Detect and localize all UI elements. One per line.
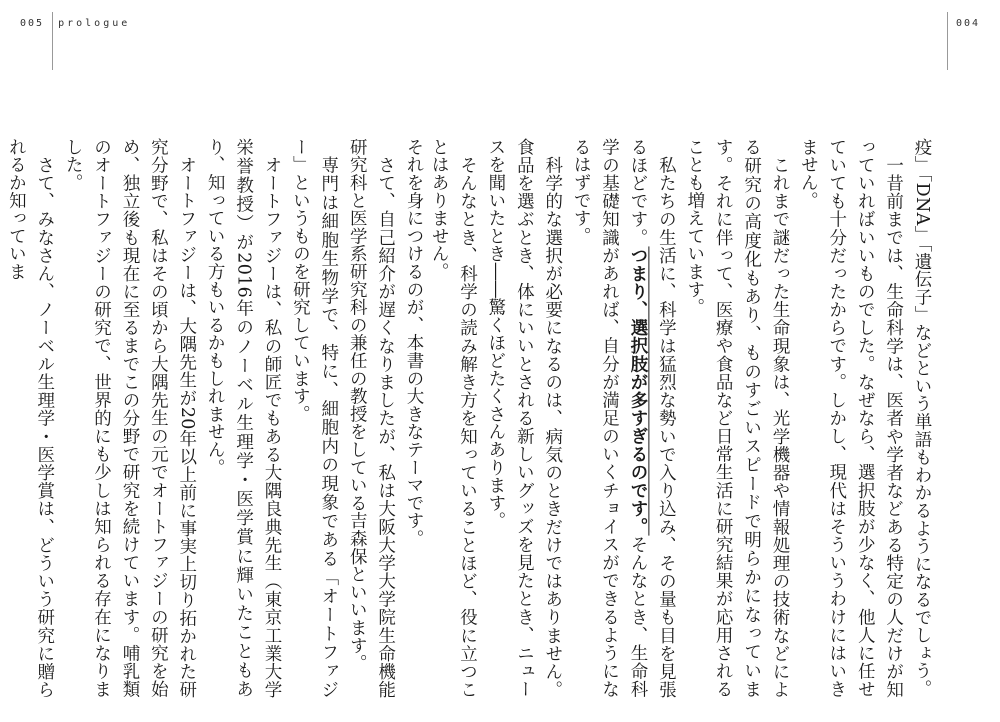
right-page-body [429,138,936,698]
paragraph: 専門は細胞生物学で、特に、細胞内の現象である「オートファジー」というものを研究しています。 [290,138,339,698]
left-header-divider [52,12,53,70]
right-page-header [956,18,980,29]
left-page-number: 005 [20,18,45,29]
paragraph: そんなとき、科学の読み解き方を知っていることほど、役に立つことはありません。 [429,138,478,698]
paragraph: オートファジーは、大隅先生が20年以上前に事実上切り拓かれた研究分野で、私はその頃から大隅先生の元でオートファジーの研究を始め、独立後も現在に至るまでこの分野で研究を続けています。哺乳類のオートファジーの研究で、世界的にも少しは知られる存在になりました。 [63,138,197,698]
paragraph: さて、みなさん、ノーベル生理学・医学賞は、どういう研究に贈られるか知っていま [6,138,55,698]
paragraph: これまで謎だった生命現象は、光学機器や情報処理の技術などによる研究の高度化もあり、ものすごいスピードで明らかになっています。それに伴って、医療や食品など日常生活に研究結果が応用されることも増えています。 [684,138,790,698]
left-page-body [6,138,428,698]
right-header-divider [947,12,948,70]
left-page-header [20,18,130,29]
paragraph: さて、自己紹介が遅くなりましたが、私は大阪大学大学院生命機能研究科と医学系研究科の兼任の教授をしている吉森保といいます。 [347,138,396,698]
chapter-title: prologue [58,18,131,29]
paragraph: オートファジーは、私の師匠でもある大隅良典先生（東京工業大学栄誉教授）が2016年のノーベル生理学・医学賞に輝いたこともあり、知っている方もいるかもしれません。 [205,138,282,698]
paragraph [567,138,681,698]
paragraph-text: 私たちの生活に、科学は猛烈な勢いで入り込み、その量も目を見張るほどです。 [627,138,677,698]
paragraph: それを身につけるのが、本書の大きなテーマです。 [404,138,424,548]
right-page-number: 004 [955,18,980,29]
paragraph: 一昔前までは、生命科学は、医者や学者などある特定の人だけが知っていればいいものでした。なぜなら、選択肢が少なく、他人に任せていても十分だったからです。しかし、現代はそういうわけにはいきません。 [798,138,904,698]
paragraph: 科学的な選択が必要になるのは、病気のときだけではありません。食品を選ぶとき、体にいいとされる新しいグッズを見たとき、ニュースを聞いたとき――驚くほどたくさんあります。 [485,138,563,698]
emphasis-text: つまり、選択肢が多すぎるのです。 [627,246,648,536]
paragraph: 疫」「DNA」「遺伝子」などという単語もわかるようになるでしょう。 [912,138,932,698]
paragraph-text: そんなとき、生命科学の基礎知識があれば、自分が満足のいくチョイスができるようになるはずです。 [571,138,648,698]
